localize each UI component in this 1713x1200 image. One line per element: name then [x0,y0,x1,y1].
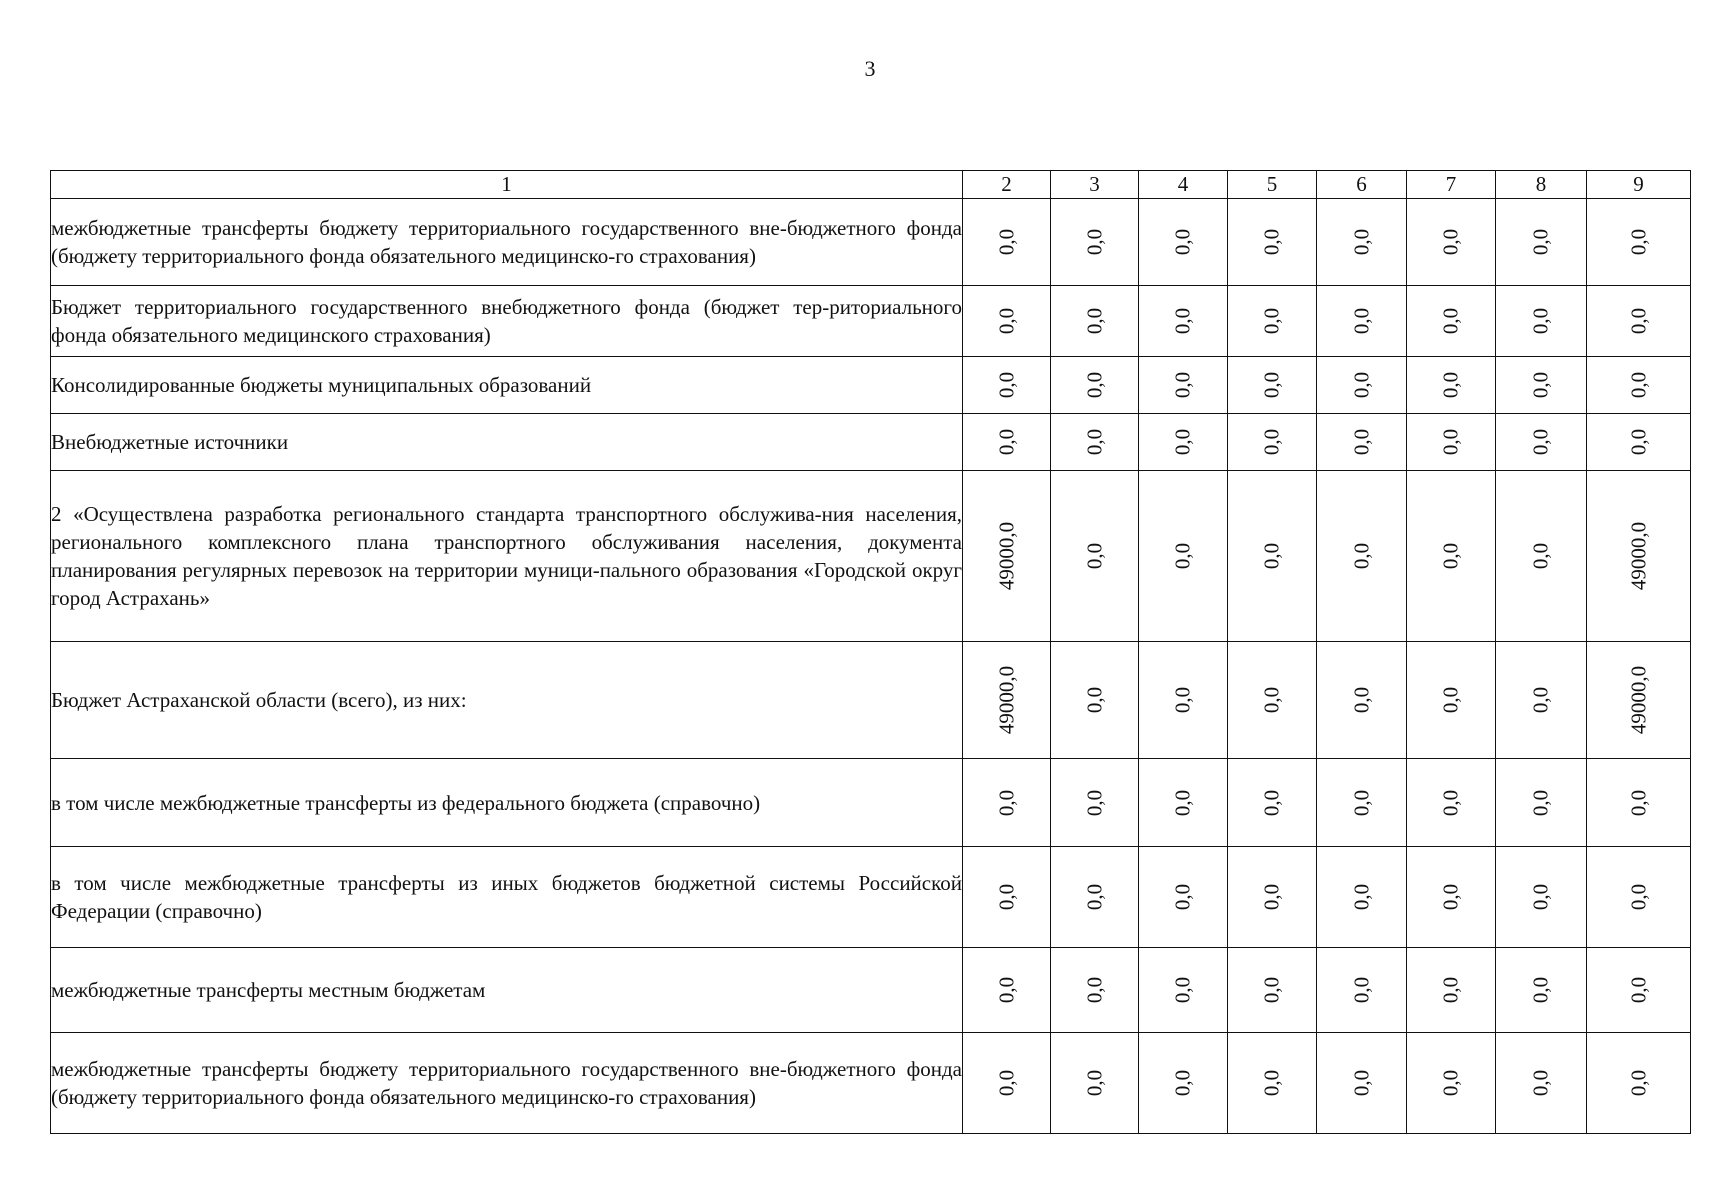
row-label: Бюджет Астраханской области (всего), из них: [51,642,963,759]
cell-value: 0,0 [1082,976,1106,1004]
cell-value: 0,0 [994,428,1018,456]
cell-value: 0,0 [1170,883,1195,911]
cell-value: 0,0 [1259,371,1284,399]
value-cell [1051,642,1139,759]
cell-value: 49000,0 [1626,665,1650,735]
column-header-2: 2 [963,171,1051,199]
value-cell [1228,948,1317,1033]
cell-value: 0,0 [1349,789,1373,816]
value-cell [1587,948,1691,1033]
value-cell [1317,847,1407,948]
cell-value: 0,0 [1349,371,1373,399]
row-label: Консолидированные бюджеты муниципальных образований [51,357,963,414]
cell-value: 0,0 [1438,686,1463,714]
value-cell [963,414,1051,471]
cell-value: 0,0 [1626,883,1650,911]
value-cell [1587,642,1691,759]
value-cell [1051,286,1139,357]
value-cell [1317,286,1407,357]
cell-value: 0,0 [1259,883,1284,911]
value-cell [1051,1033,1139,1134]
cell-value: 0,0 [1082,428,1106,456]
value-cell [1407,471,1496,642]
cell-value: 0,0 [1259,1069,1284,1097]
cell-value: 0,0 [1438,542,1463,570]
value-cell [1317,759,1407,847]
value-cell [1496,199,1587,286]
value-cell [1407,948,1496,1033]
cell-value: 0,0 [1082,228,1106,256]
column-header-3: 3 [1051,171,1139,199]
value-cell [1407,414,1496,471]
cell-value: 0,0 [994,371,1018,399]
cell-value: 0,0 [1438,371,1463,399]
value-cell [1407,642,1496,759]
cell-value: 0,0 [1626,976,1650,1004]
cell-value: 0,0 [1349,883,1373,911]
cell-value: 0,0 [1349,228,1373,256]
value-cell [1496,471,1587,642]
table-row [51,1033,1691,1134]
value-cell [1587,759,1691,847]
cell-value: 0,0 [994,1069,1018,1097]
cell-value: 0,0 [1528,307,1553,335]
cell-value: 0,0 [1528,1069,1553,1097]
row-label: 2 «Осуществлена разработка регионального стандарта транспортного обслужива-ния населения, регионального комплексного плана транспортного обслуживания населения, документа планирования регулярных перевозок на территории муници-пального образования «Городской округ город Астрахань» [51,471,963,642]
cell-value: 0,0 [1259,976,1284,1004]
cell-value: 0,0 [994,307,1018,335]
table-row [51,286,1691,357]
value-cell [963,847,1051,948]
cell-value: 0,0 [1528,371,1553,399]
table-row [51,948,1691,1033]
value-cell [1317,357,1407,414]
value-cell [1051,759,1139,847]
column-header-1: 1 [51,171,963,199]
value-cell [1317,414,1407,471]
value-cell [963,199,1051,286]
cell-value: 0,0 [1170,371,1195,399]
cell-value: 0,0 [1528,789,1553,816]
cell-value: 0,0 [1438,1069,1463,1097]
cell-value: 0,0 [994,883,1018,911]
cell-value: 0,0 [1349,1069,1373,1097]
value-cell [1139,199,1228,286]
value-cell [1496,286,1587,357]
cell-value: 0,0 [1438,428,1463,456]
cell-value: 0,0 [1528,228,1553,256]
cell-value: 0,0 [1170,1069,1195,1097]
value-cell [963,471,1051,642]
value-cell [963,357,1051,414]
value-cell [1139,286,1228,357]
value-cell [963,1033,1051,1134]
value-cell [1496,847,1587,948]
cell-value: 0,0 [1082,307,1106,335]
cell-value: 0,0 [1259,542,1284,570]
value-cell [1407,1033,1496,1134]
value-cell [963,286,1051,357]
cell-value: 0,0 [1349,686,1373,714]
cell-value: 0,0 [994,976,1018,1004]
value-cell [1051,357,1139,414]
row-label: в том числе межбюджетные трансферты из федерального бюджета (справочно) [51,759,963,847]
value-cell [1228,759,1317,847]
value-cell [1587,1033,1691,1134]
cell-value: 0,0 [1528,883,1553,911]
cell-value: 0,0 [1259,686,1284,714]
cell-value: 0,0 [1528,976,1553,1004]
row-label: Бюджет территориального государственного внебюджетного фонда (бюджет тер-риториального фонда обязательного медицинского страхования) [51,286,963,357]
cell-value: 0,0 [1259,428,1284,456]
cell-value: 0,0 [1528,542,1553,570]
value-cell [963,948,1051,1033]
cell-value: 0,0 [994,228,1018,256]
cell-value: 0,0 [1170,307,1195,335]
value-cell [1228,642,1317,759]
cell-value: 0,0 [1626,307,1650,335]
value-cell [1051,948,1139,1033]
value-cell [1139,642,1228,759]
cell-value: 0,0 [1170,428,1195,456]
cell-value: 49000,0 [994,665,1018,735]
cell-value: 0,0 [1082,542,1106,570]
table-row [51,414,1691,471]
value-cell [1228,847,1317,948]
value-cell [1228,199,1317,286]
value-cell [1496,642,1587,759]
value-cell [963,642,1051,759]
cell-value: 0,0 [1349,542,1373,570]
cell-value: 0,0 [1170,789,1195,816]
value-cell [1051,414,1139,471]
value-cell [1228,1033,1317,1134]
cell-value: 0,0 [1528,428,1553,456]
cell-value: 0,0 [1528,686,1553,714]
row-label: межбюджетные трансферты бюджету территориального государственного вне-бюджетного фонда (бюджету территориального фонда обязательного медицинско-го страхования) [51,199,963,286]
cell-value: 0,0 [1626,1069,1650,1097]
cell-value: 0,0 [1170,542,1195,570]
cell-value: 0,0 [1626,371,1650,399]
value-cell [1051,847,1139,948]
value-cell [1496,414,1587,471]
column-header-6: 6 [1317,171,1407,199]
column-header-7: 7 [1407,171,1496,199]
row-label: межбюджетные трансферты местным бюджетам [51,948,963,1033]
cell-value: 0,0 [1259,789,1284,816]
table-row [51,642,1691,759]
cell-value: 0,0 [1170,976,1195,1004]
cell-value: 0,0 [1082,789,1106,816]
value-cell [1587,199,1691,286]
value-cell [963,759,1051,847]
value-cell [1139,948,1228,1033]
value-cell [1139,759,1228,847]
row-label: в том числе межбюджетные трансферты из иных бюджетов бюджетной системы Российской Федерации (справочно) [51,847,963,948]
value-cell [1587,286,1691,357]
row-label: Внебюджетные источники [51,414,963,471]
value-cell [1139,414,1228,471]
cell-value: 0,0 [1438,883,1463,911]
cell-value: 0,0 [1259,228,1284,256]
value-cell [1228,286,1317,357]
value-cell [1587,357,1691,414]
column-header-4: 4 [1139,171,1228,199]
cell-value: 0,0 [1259,307,1284,335]
value-cell [1407,847,1496,948]
cell-value: 0,0 [1626,789,1650,816]
value-cell [1496,948,1587,1033]
value-cell [1407,286,1496,357]
budget-table [50,170,1691,1134]
cell-value: 49000,0 [1626,521,1650,591]
value-cell [1496,357,1587,414]
cell-value: 0,0 [1626,428,1650,456]
value-cell [1139,471,1228,642]
table-row [51,471,1691,642]
column-header-5: 5 [1228,171,1317,199]
cell-value: 0,0 [1438,789,1463,816]
value-cell [1587,414,1691,471]
value-cell [1051,471,1139,642]
table-row [51,847,1691,948]
cell-value: 0,0 [1438,976,1463,1004]
cell-value: 0,0 [1170,228,1195,256]
cell-value: 0,0 [1438,307,1463,335]
table-row [51,199,1691,286]
row-label: межбюджетные трансферты бюджету территориального государственного вне-бюджетного фонда (бюджету территориального фонда обязательного медицинско-го страхования) [51,1033,963,1134]
cell-value: 0,0 [994,789,1018,816]
value-cell [1139,357,1228,414]
value-cell [1228,357,1317,414]
column-header-8: 8 [1496,171,1587,199]
value-cell [1051,199,1139,286]
value-cell [1407,759,1496,847]
value-cell [1496,759,1587,847]
table-row [51,759,1691,847]
value-cell [1228,471,1317,642]
value-cell [1407,199,1496,286]
page-number: 3 [864,56,876,81]
value-cell [1407,357,1496,414]
cell-value: 0,0 [1349,307,1373,335]
cell-value: 0,0 [1082,883,1106,911]
cell-value: 0,0 [1349,976,1373,1004]
value-cell [1496,1033,1587,1134]
value-cell [1587,471,1691,642]
table-row [51,357,1691,414]
cell-value: 0,0 [1082,686,1106,714]
column-header-9: 9 [1587,171,1691,199]
header-row [51,171,1691,199]
value-cell [1139,847,1228,948]
value-cell [1317,948,1407,1033]
value-cell [1587,847,1691,948]
value-cell [1317,471,1407,642]
cell-value: 0,0 [1082,1069,1106,1097]
value-cell [1317,642,1407,759]
value-cell [1317,199,1407,286]
value-cell [1317,1033,1407,1134]
cell-value: 0,0 [1082,371,1106,399]
cell-value: 0,0 [1438,228,1463,256]
cell-value: 0,0 [1349,428,1373,456]
value-cell [1228,414,1317,471]
cell-value: 0,0 [1626,228,1650,256]
cell-value: 49000,0 [994,521,1018,591]
value-cell [1139,1033,1228,1134]
cell-value: 0,0 [1170,686,1195,714]
